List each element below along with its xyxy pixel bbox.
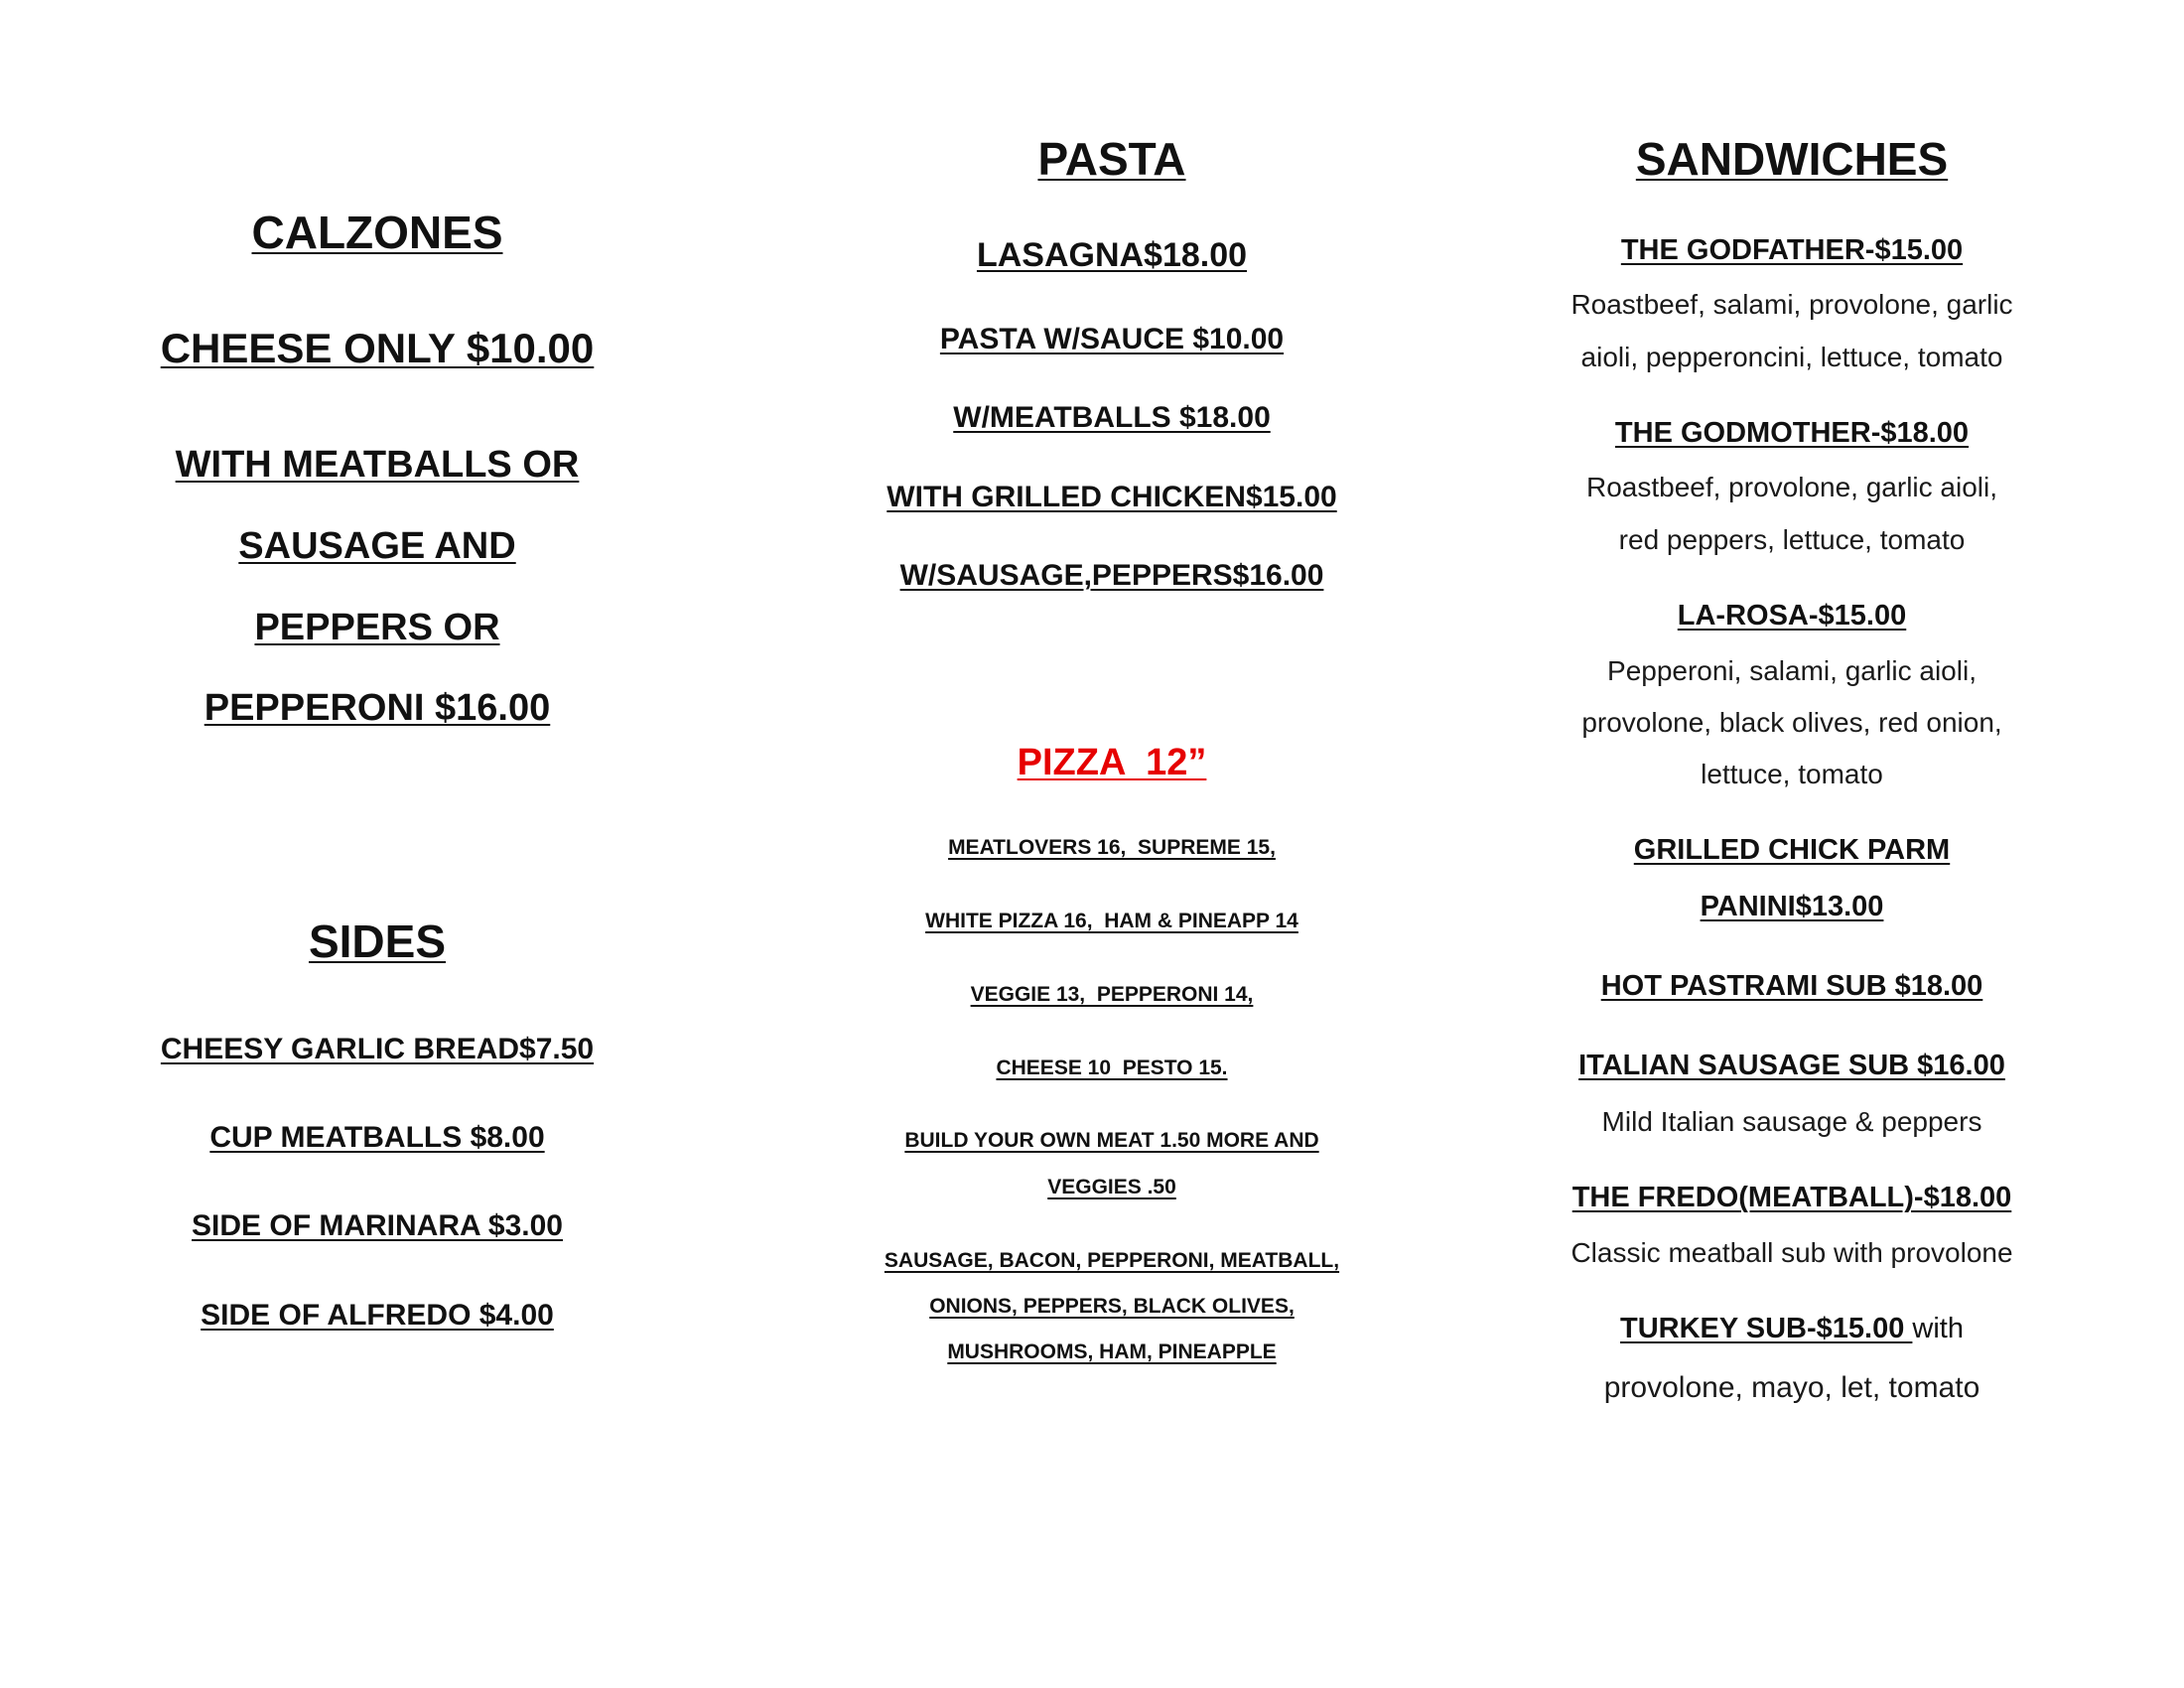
side-item: CUP MEATBALLS $8.00	[209, 1121, 545, 1154]
sandwich-desc: Roastbeef, salami, provolone, garlic	[1570, 289, 2013, 320]
calzone-with-line: PEPPERS OR	[254, 607, 500, 648]
sandwich-desc: lettuce, tomato	[1701, 759, 1883, 789]
pasta-item: W/SAUSAGE,PEPPERS$16.00	[899, 559, 1324, 592]
pizza-line: CHEESE 10 PESTO 15.	[996, 1056, 1228, 1079]
calzone-cheese-only: CHEESE ONLY $10.00	[160, 325, 595, 371]
side-item: SIDE OF ALFREDO $4.00	[201, 1299, 554, 1332]
pizza-line: VEGGIES .50	[1047, 1176, 1176, 1198]
sides-heading: SIDES	[308, 915, 447, 967]
pasta-item: W/MEATBALLS $18.00	[953, 401, 1271, 434]
pizza-line: ONIONS, PEPPERS, BLACK OLIVES,	[929, 1295, 1295, 1318]
pizza-heading: PIZZA 12”	[1017, 742, 1207, 783]
sandwich-desc: Classic meatball sub with provolone	[1570, 1237, 2013, 1268]
pizza-line: BUILD YOUR OWN MEAT 1.50 MORE AND	[904, 1129, 1319, 1152]
sandwich-desc: Pepperoni, salami, garlic aioli,	[1607, 655, 1977, 686]
sandwich-name: ITALIAN SAUSAGE SUB $16.00	[1578, 1050, 2005, 1081]
sandwich-desc: aioli, pepperoncini, lettuce, tomato	[1580, 342, 2003, 372]
sandwich-name: GRILLED CHICK PARM	[1633, 834, 1951, 866]
sandwich-desc: red peppers, lettuce, tomato	[1618, 524, 1966, 555]
pasta-item: PASTA W/SAUCE $10.00	[939, 323, 1285, 355]
calzones-heading: CALZONES	[251, 207, 503, 258]
sandwich-name: HOT PASTRAMI SUB $18.00	[1600, 970, 1983, 1002]
calzone-with-line: PEPPERONI $16.00	[204, 687, 551, 729]
sandwich-desc: provolone, mayo, let, tomato	[1603, 1371, 1980, 1404]
pasta-item: WITH GRILLED CHICKEN$15.00	[887, 481, 1337, 513]
sandwich-name: LA-ROSA-$15.00	[1677, 600, 1907, 632]
sandwich-name: THE FREDO(MEATBALL)-$18.00	[1571, 1182, 2012, 1213]
sandwich-name: THE GODMOTHER-$18.00	[1614, 417, 1970, 449]
sandwiches-heading: SANDWICHES	[1635, 133, 1949, 185]
sandwich-desc: Mild Italian sausage & peppers	[1601, 1106, 1982, 1137]
sandwich-name: THE GODFATHER-$15.00	[1620, 234, 1964, 266]
sandwich-desc: Roastbeef, provolone, garlic aioli,	[1585, 472, 1997, 502]
pizza-line: MUSHROOMS, HAM, PINEAPPLE	[947, 1340, 1277, 1363]
sandwich-desc: provolone, black olives, red onion,	[1581, 707, 2002, 738]
side-item: SIDE OF MARINARA $3.00	[192, 1209, 563, 1242]
pizza-line: SAUSAGE, BACON, PEPPERONI, MEATBALL,	[884, 1249, 1340, 1272]
sandwich-name: PANINI$13.00	[1700, 891, 1884, 922]
sandwich-name: TURKEY SUB-$15.00	[1620, 1313, 1913, 1344]
pizza-line: MEATLOVERS 16, SUPREME 15,	[948, 836, 1276, 859]
side-item: CHEESY GARLIC BREAD$7.50	[160, 1033, 595, 1065]
sandwich-desc: with	[1912, 1313, 1964, 1344]
pasta-heading: PASTA	[1037, 133, 1186, 185]
calzone-with-line: WITH MEATBALLS OR	[175, 444, 580, 486]
pasta-lasagna: LASAGNA$18.00	[976, 236, 1248, 274]
pizza-line: VEGGIE 13, PEPPERONI 14,	[970, 983, 1254, 1006]
calzone-with-line: SAUSAGE AND	[238, 525, 516, 567]
pizza-line: WHITE PIZZA 16, HAM & PINEAPP 14	[925, 910, 1298, 932]
